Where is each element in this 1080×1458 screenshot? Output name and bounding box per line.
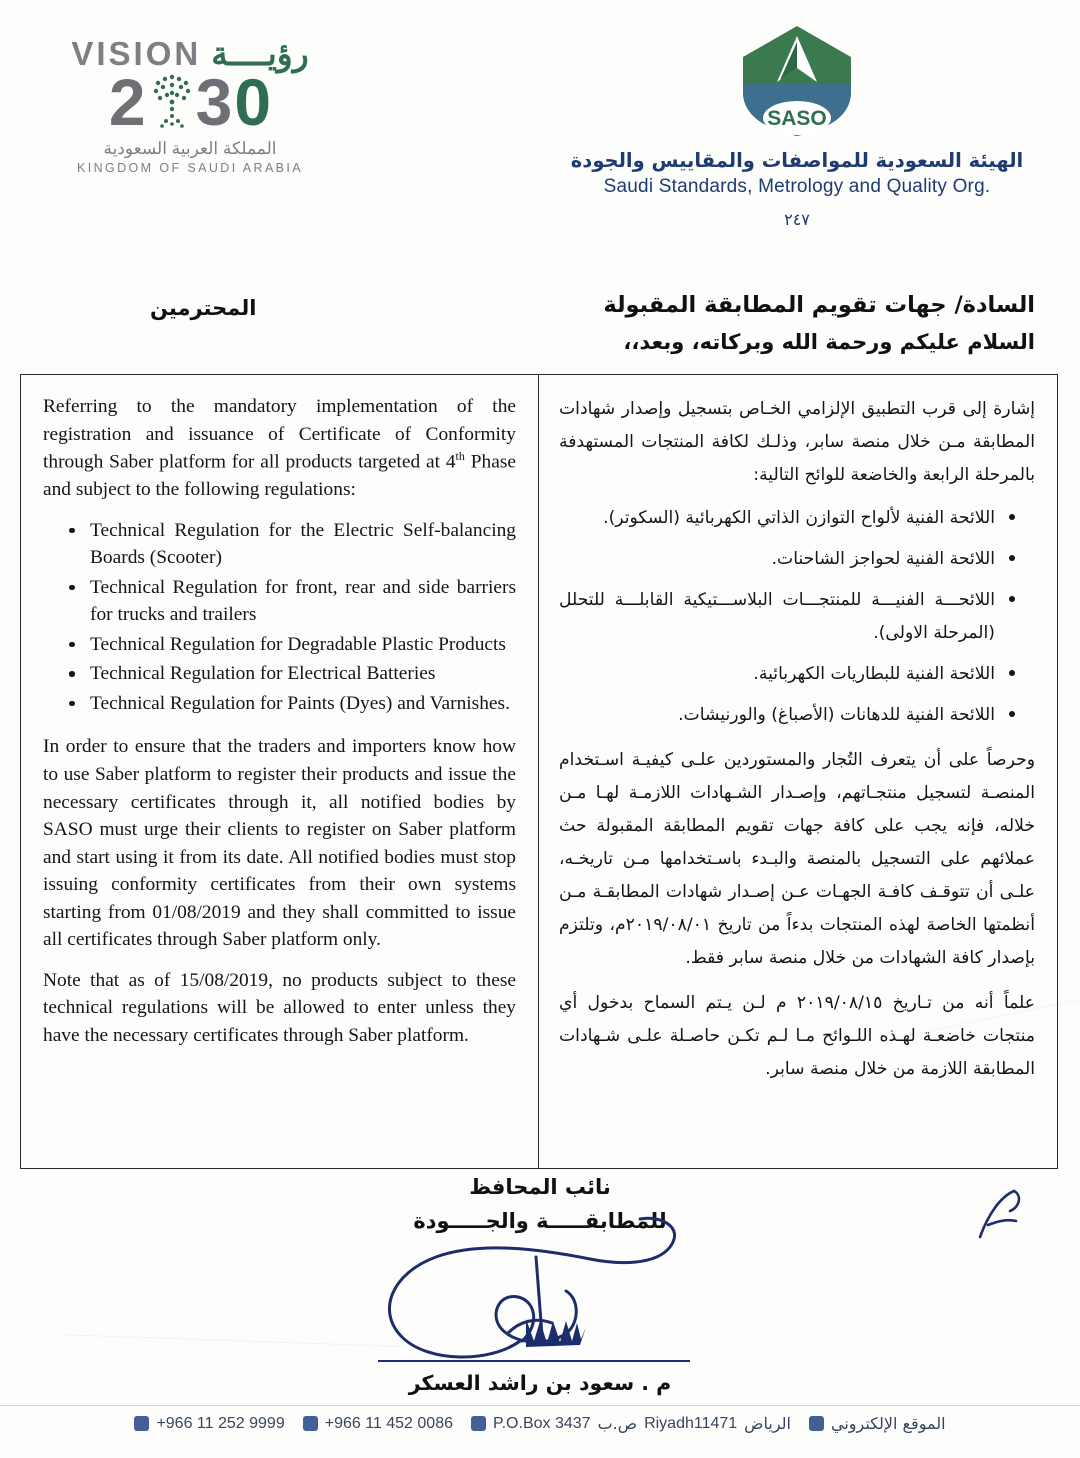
salutation-addressee: السادة/ جهات تقويم المطابقة المقبولة — [603, 292, 1035, 318]
letter-body — [20, 374, 1058, 1169]
vision-kingdom-ar: المملكة العربية السعودية — [103, 139, 277, 158]
list-item: اللائحة الفنية لألواح التوازن الذاتي الكهربائية (السكوتر). — [559, 502, 1035, 535]
english-regulation-list — [43, 517, 516, 718]
english-intro-ordinal: th — [455, 449, 465, 464]
footer-phone-1 — [134, 1415, 284, 1433]
footer-city-ar: الرياض — [744, 1414, 791, 1433]
list-item: اللائحـــة الفنيـــة للمنتجـــات البلاســـتيكية القابلـــة للتحلل (المرحلة الاولى). — [559, 584, 1035, 650]
salutation-block — [515, 292, 1035, 354]
vision-wordmark-ar: رؤيــــة — [211, 35, 309, 72]
mail-icon — [471, 1416, 486, 1431]
handwritten-signature — [340, 1213, 760, 1393]
secondary-signature-mark — [970, 1185, 1040, 1245]
english-paragraph-3: Note that as of 15/08/2019, no products subject to these technical regulations will be allowed to enter unless they have the necessary certificates through Saber platform. — [43, 969, 516, 1046]
list-item: Technical Regulation for front, rear and side barriers for trucks and trailers — [43, 574, 516, 629]
signatory-title-line2: للمطابقـــــة والجـــــودة — [413, 1209, 667, 1233]
footer-pobox-en: P.O.Box 3437 — [493, 1414, 591, 1432]
english-intro-continued: Phase and subject to the following regulations: — [43, 451, 516, 501]
vision-kingdom-en: KINGDOM OF SAUDI ARABIA — [76, 161, 304, 175]
list-item: اللائحة الفنية لحواجز الشاحنات. — [559, 543, 1035, 576]
phone-icon — [134, 1416, 149, 1431]
footer-city-en: Riyadh11471 — [644, 1414, 738, 1432]
arabic-paragraph-2: وحرصاً على أن يتعرف التُجار والمستوردين علـى كيفيـة اسـتخدام المنصـة لتسجيل منتجـاتهم، وإصـدار الشـهادات اللازمـة لهـا مـن خلاله، فإنه يجب على كافة جهات تقويم المطابقة المقبولة حث عملائهم على التسجيل بالمنصة والبـدء باسـتخدامها مـن تاريخـه، علـى أن تتوقـف كافـة الجهـات عـن إصـدار شهادات المطابقـة مـن أنظمتها الخاصة لهذه المنتجات بدءاً من تاريخ ٢٠١٩/٠٨/٠١م، وتلتزم بإصدار كافة الشهادات من خلال منصة سابر فقط. — [559, 750, 1035, 969]
english-intro-paragraph — [43, 393, 516, 504]
saso-name-en: Saudi Standards, Metrology and Quality Org. — [603, 176, 991, 198]
footer-phone-1-value: +966 11 252 9999 — [156, 1414, 285, 1432]
english-paragraph-2: In order to ensure that the traders and importers know how to use Saber platform to register their products and issue the necessary certificates through it, all notified bodies by SASO must urge their clients to register on Saber platform and start using it from its date. All notified bodies must stop issuing conformity certificates from their own systems starting from 01/08/2019 and they shall committed to issue all certificates through Saber platform only. — [43, 736, 516, 951]
saso-reference-code: ٢٤٧ — [784, 210, 810, 230]
vision-digit-3: 3 — [195, 65, 233, 139]
signatory-name: م . سعود بن راشد العسكر — [408, 1371, 672, 1395]
list-item: Technical Regulation for Electrical Batteries — [43, 660, 516, 688]
signature-underline — [378, 1360, 690, 1362]
vision-digit-0: 0 — [234, 65, 272, 139]
list-item: Technical Regulation for the Electric Self-balancing Boards (Scooter) — [43, 517, 516, 572]
saso-branding — [562, 22, 1032, 229]
signatory-title-line1: نائب المحافظ — [469, 1175, 611, 1199]
arabic-column — [539, 375, 1057, 1168]
footer-address — [471, 1414, 791, 1433]
arabic-regulation-list — [559, 502, 1035, 732]
footer-phone-2 — [303, 1415, 453, 1433]
footer-pobox-ar: ص.ب — [597, 1414, 638, 1433]
vision-digit-2: 2 — [108, 65, 146, 139]
english-intro-text: Referring to the mandatory implementation of the registration and issuance of Certificate of Conformity through Saber platform for all products targeted at 4 — [43, 396, 516, 473]
svg-text:SASO: SASO — [767, 107, 827, 130]
footer-phone-2-value: +966 11 452 0086 — [324, 1414, 453, 1432]
salutation-respect: المحترمين — [150, 296, 257, 320]
list-item: اللائحة الفنية للبطاريات الكهربائية. — [559, 658, 1035, 691]
arabic-paragraph-3: علماً أنه من تـاريخ ٢٠١٩/٠٨/١٥ م لـن يـتم السماح بدخول أي منتجات خاضعـة لهـذه اللـوائح مـا لـم تكـن حاصـلة علـى شـهادات المطابقة اللازمة من خلال منصة سابر. — [559, 993, 1035, 1080]
palm-emblem-icon — [148, 71, 194, 133]
footer-contact-row — [0, 1414, 1080, 1433]
list-item: اللائحة الفنية للدهانات (الأصباغ) والورنيشات. — [559, 699, 1035, 732]
salutation-greeting: السلام عليكم ورحمة الله وبركاته، وبعد،، — [623, 330, 1035, 354]
signature-area — [0, 1175, 1080, 1410]
footer-website-label: الموقع الإلكتروني — [831, 1414, 946, 1433]
vision-wordmark-en: VISION — [71, 35, 202, 72]
list-item: Technical Regulation for Degradable Plastic Products — [43, 631, 516, 659]
vision-2030-logo — [55, 34, 325, 175]
arabic-intro-paragraph: إشارة إلى قرب التطبيق الإلزامي الخـاص بتسجيل وإصدار شهادات المطابقة مـن خلال منصة سابر، وذلـك لكافة المنتجات المستهدفة بالمرحلة الرابعة والخاضعة للوائح التالية: — [559, 399, 1035, 486]
footer-website — [809, 1414, 946, 1433]
saso-logo-icon — [737, 22, 857, 140]
document-header — [0, 0, 1080, 270]
fax-icon — [303, 1416, 318, 1431]
saso-name-ar: الهيئة السعودية للمواصفات والمقاييس والجودة — [570, 149, 1024, 172]
document-footer — [0, 1405, 1080, 1458]
english-column — [21, 375, 539, 1168]
globe-icon — [809, 1416, 824, 1431]
list-item: Technical Regulation for Paints (Dyes) and Varnishes. — [43, 690, 516, 718]
